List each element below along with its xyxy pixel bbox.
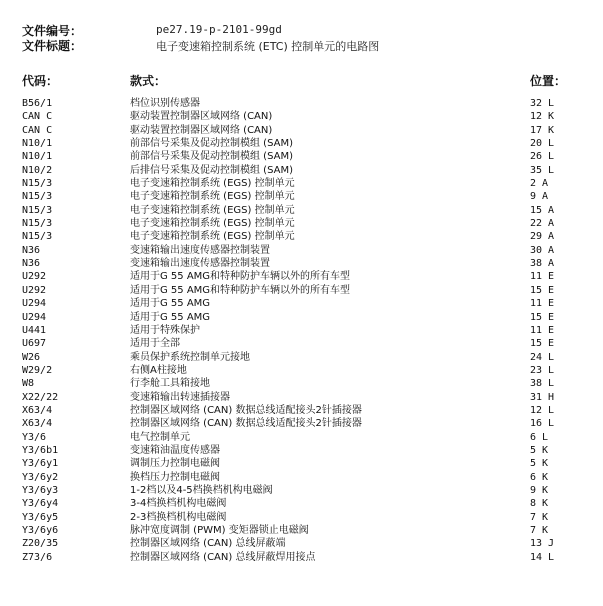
component-position: 5 K [530, 458, 549, 470]
component-code: N10/1 [22, 138, 53, 150]
table-row [0, 284, 603, 297]
table-row [0, 297, 603, 310]
component-code: N15/3 [22, 218, 53, 230]
component-position: 15 E [530, 284, 555, 296]
component-code: N15/3 [22, 231, 53, 243]
table-row [0, 417, 603, 430]
component-name: 电子变速箱控制系统 (EGS) 控制单元 [130, 191, 295, 203]
component-position: 38 L [530, 378, 555, 390]
table-row [0, 164, 603, 177]
table-row [0, 551, 603, 564]
component-name: 3-4档换档机构电磁阀 [130, 498, 227, 510]
component-code: U292 [22, 271, 47, 283]
component-name: 控制器区域网络 (CAN) 总线屏蔽焊用接点 [130, 551, 316, 563]
component-name: 脉冲宽度调制 (PWM) 变矩器锁止电磁阀 [130, 525, 309, 536]
component-position: 35 L [530, 164, 555, 176]
component-code: N36 [22, 258, 41, 270]
table-row [0, 244, 603, 257]
component-position: 8 K [530, 498, 549, 510]
component-position: 23 L [530, 364, 555, 376]
component-position: 7 K [530, 525, 549, 536]
table-row [0, 324, 603, 337]
component-name: 驱动装置控制器区域网络 (CAN) [130, 124, 273, 136]
component-name: 适用于特殊保护 [130, 324, 200, 336]
table-row [0, 404, 603, 417]
table-row [0, 457, 603, 470]
component-code: N36 [22, 244, 41, 256]
component-code: Y3/6y3 [22, 484, 59, 496]
component-code: CAN C [22, 124, 53, 136]
component-code: N10/2 [22, 164, 53, 176]
component-code: Y3/6y6 [22, 525, 59, 536]
component-name: 变速箱输出转速插接器 [130, 391, 230, 403]
component-position: 22 A [530, 218, 555, 230]
table-row [0, 217, 603, 230]
component-position: 9 A [530, 191, 549, 203]
doc-number-label: 文件编号： [22, 24, 83, 38]
component-position: 26 L [530, 151, 555, 163]
component-code: N15/3 [22, 204, 53, 216]
component-code: U294 [22, 311, 47, 323]
component-name: 适用于G 55 AMG [130, 311, 211, 323]
table-row [0, 391, 603, 404]
table-row [0, 351, 603, 364]
component-name: 调制压力控制电磁阀 [130, 458, 220, 470]
component-name: 2-3档换档机构电磁阀 [130, 511, 227, 523]
component-code: U292 [22, 284, 47, 296]
table-row [0, 230, 603, 243]
table-row [0, 150, 603, 163]
component-position: 14 L [530, 551, 555, 563]
table-row [0, 137, 603, 150]
component-code: N10/1 [22, 151, 53, 163]
component-code: Z20/35 [22, 538, 59, 550]
component-name: 适用于G 55 AMG [130, 298, 211, 310]
component-position: 16 L [530, 418, 555, 430]
component-code: X63/4 [22, 404, 53, 416]
doc-number-value: pe27.19-p-2101-99gd [156, 23, 282, 36]
table-row [0, 524, 603, 537]
component-name: 乘员保护系统控制单元接地 [130, 351, 250, 363]
component-position: 24 L [530, 351, 555, 363]
component-name: 变速箱输出速度传感器控制装置 [130, 258, 270, 270]
component-position: 6 K [530, 471, 549, 483]
component-position: 30 A [530, 244, 555, 256]
table-row [0, 537, 603, 550]
table-row [0, 364, 603, 377]
table-row [0, 511, 603, 524]
component-position: 11 E [530, 298, 555, 310]
component-code: U294 [22, 298, 47, 310]
component-name: 变速箱输出速度传感器控制装置 [130, 244, 270, 256]
table-row [0, 124, 603, 137]
component-position: 7 K [530, 511, 549, 523]
component-name: 控制器区域网络 (CAN) 总线屏蔽端 [130, 538, 286, 550]
component-position: 6 L [530, 431, 549, 443]
component-name: 换档压力控制电磁阀 [130, 471, 220, 483]
component-name: 右侧A柱接地 [130, 364, 187, 376]
component-name: 适用于G 55 AMG和特种防护车辆以外的所有车型 [130, 284, 351, 296]
component-position: 13 J [530, 538, 555, 550]
component-name: 控制器区域网络 (CAN) 数据总线适配接头2针插接器 [130, 404, 362, 416]
component-position: 11 E [530, 324, 555, 336]
component-name: 电子变速箱控制系统 (EGS) 控制单元 [130, 218, 295, 230]
component-name: 变速箱油温度传感器 [130, 444, 220, 456]
component-position: 38 A [530, 258, 555, 270]
component-name: 控制器区域网络 (CAN) 数据总线适配接头2针插接器 [130, 418, 362, 430]
component-code: W8 [22, 378, 35, 390]
component-code: U697 [22, 338, 47, 350]
component-code: W29/2 [22, 364, 53, 376]
table-row [0, 110, 603, 123]
doc-title-value: 电子变速箱控制系统 (ETC) 控制单元的电路图 [156, 40, 380, 53]
component-position: 15 A [530, 204, 555, 216]
component-name: 电子变速箱控制系统 (EGS) 控制单元 [130, 204, 295, 216]
component-code: N15/3 [22, 191, 53, 203]
component-code: Y3/6y4 [22, 498, 59, 510]
component-code: Y3/6y2 [22, 471, 59, 483]
component-position: 9 K [530, 484, 549, 496]
component-code: N15/3 [22, 178, 53, 190]
component-position: 11 E [530, 271, 555, 283]
component-code: Z73/6 [22, 551, 53, 563]
component-name: 行李舱工具箱接地 [130, 378, 210, 390]
component-code: Y3/6y1 [22, 458, 59, 470]
component-code: W26 [22, 351, 41, 363]
component-position: 20 L [530, 138, 555, 150]
component-position: 31 H [530, 391, 555, 403]
table-row [0, 190, 603, 203]
component-code: X63/4 [22, 418, 53, 430]
component-name: 后排信号采集及促动控制模组 (SAM) [130, 164, 293, 176]
component-position: 12 K [530, 111, 555, 123]
component-position: 17 K [530, 124, 555, 136]
table-row [0, 204, 603, 217]
table-row [0, 257, 603, 270]
doc-title-label: 文件标题： [22, 39, 83, 53]
table-row [0, 444, 603, 457]
component-position: 29 A [530, 231, 555, 243]
table-row [0, 311, 603, 324]
table-row [0, 97, 603, 110]
table-row [0, 431, 603, 444]
component-position: 32 L [530, 98, 555, 109]
component-name: 电子变速箱控制系统 (EGS) 控制单元 [130, 231, 295, 243]
component-position: 5 K [530, 444, 549, 456]
component-position: 2 A [530, 178, 549, 190]
table-row [0, 497, 603, 510]
component-name: 前部信号采集及促动控制模组 (SAM) [130, 151, 293, 163]
component-name: 档位识别传感器 [130, 98, 200, 109]
component-code: Y3/6y5 [22, 511, 59, 523]
component-name: 电气控制单元 [130, 431, 190, 443]
component-name: 适用于G 55 AMG和特种防护车辆以外的所有车型 [130, 271, 351, 283]
component-position: 15 E [530, 311, 555, 323]
component-name: 适用于全部 [130, 338, 180, 350]
component-code: CAN C [22, 111, 53, 123]
component-code: Y3/6 [22, 431, 47, 443]
component-code: B56/1 [22, 98, 53, 109]
column-header-position: 位置： [530, 74, 567, 88]
table-row [0, 484, 603, 497]
table-row [0, 270, 603, 283]
component-position: 12 L [530, 404, 555, 416]
component-name: 驱动装置控制器区域网络 (CAN) [130, 111, 273, 123]
table-row [0, 177, 603, 190]
table-row [0, 337, 603, 350]
column-header-code: 代码： [22, 74, 59, 88]
component-name: 电子变速箱控制系统 (EGS) 控制单元 [130, 178, 295, 190]
table-row [0, 377, 603, 390]
component-name: 1-2档以及4-5档换档机构电磁阀 [130, 484, 273, 496]
component-name: 前部信号采集及促动控制模组 (SAM) [130, 138, 293, 150]
component-table [0, 97, 603, 564]
table-row [0, 471, 603, 484]
component-position: 15 E [530, 338, 555, 350]
component-code: U441 [22, 324, 47, 336]
component-code: X22/22 [22, 391, 59, 403]
component-code: Y3/6b1 [22, 444, 59, 456]
column-header-name: 款式： [130, 74, 167, 88]
